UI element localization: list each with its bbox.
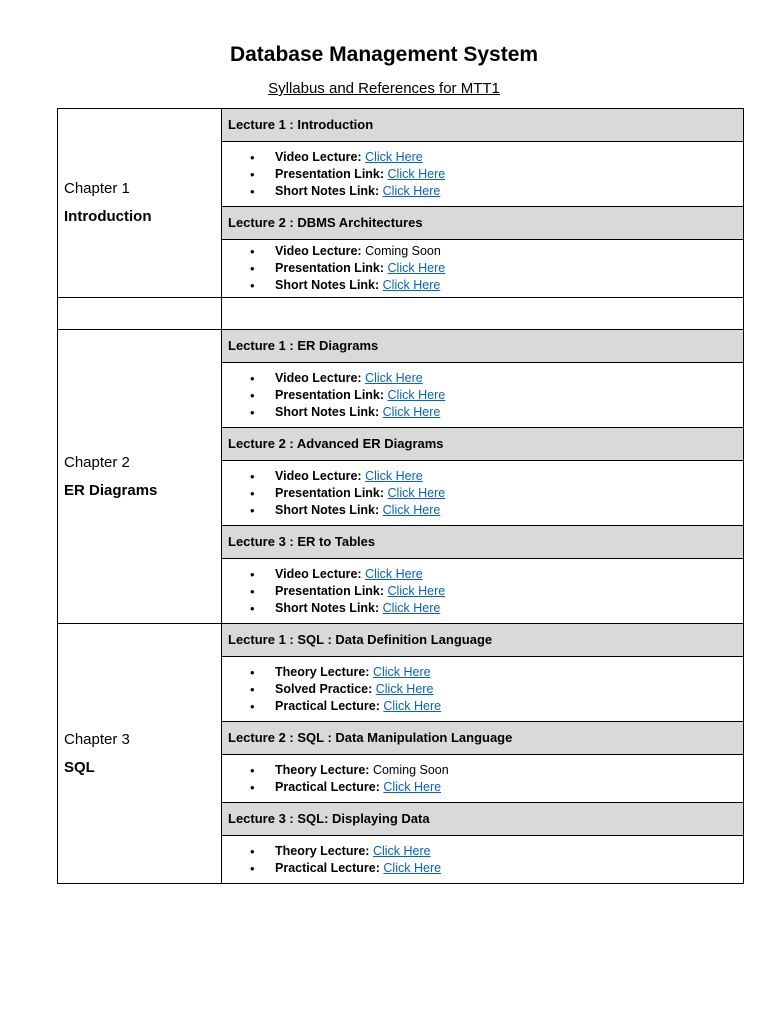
document-subtitle-text: Syllabus and References for MTT1 — [268, 80, 500, 97]
empty-cell — [58, 298, 222, 330]
table-row — [58, 330, 744, 363]
chapter-name: ER Diagrams — [64, 481, 158, 499]
lecture-title: Lecture 1 : SQL : Data Definition Language — [222, 624, 744, 657]
resource-label: Short Notes Link: — [275, 600, 380, 615]
resource-link[interactable]: Click Here — [383, 860, 442, 875]
resource-status: Coming Soon — [365, 244, 441, 258]
resource-label: Presentation Link: — [275, 583, 385, 598]
list-item — [275, 149, 743, 166]
resource-label: Video Lecture: — [275, 149, 362, 164]
resource-label: Presentation Link: — [275, 261, 385, 275]
resource-label: Solved Practice: — [275, 681, 373, 696]
resource-label: Presentation Link: — [275, 387, 385, 402]
list-item — [275, 260, 743, 277]
chapter-name: Introduction — [64, 208, 152, 225]
resource-label: Practical Lecture: — [275, 698, 380, 713]
chapter-cell — [58, 330, 222, 624]
resource-link[interactable]: Click Here — [387, 485, 446, 500]
resource-link[interactable]: Click Here — [382, 502, 441, 517]
document-subtitle — [0, 78, 768, 100]
list-item — [275, 183, 743, 200]
resource-status: Coming Soon — [372, 762, 449, 777]
list-item — [275, 243, 743, 260]
resource-link[interactable]: Click Here — [372, 843, 431, 858]
table-row-empty — [58, 298, 744, 330]
resource-label: Theory Lecture: — [275, 762, 370, 777]
list-item — [275, 698, 743, 715]
lecture-title: Lecture 2 : DBMS Architectures — [222, 207, 744, 240]
resource-list — [222, 566, 743, 617]
table-row — [58, 109, 744, 142]
resource-label: Short Notes Link: — [275, 183, 380, 198]
resource-link[interactable]: Click Here — [382, 600, 441, 615]
lecture-title: Lecture 1 : ER Diagrams — [222, 330, 744, 363]
resource-list — [222, 370, 743, 421]
resource-label: Practical Lecture: — [275, 860, 380, 875]
list-item — [275, 681, 743, 698]
lecture-resources — [222, 657, 744, 722]
resource-list — [222, 664, 743, 715]
resource-label: Video Lecture: — [275, 566, 362, 581]
resource-label: Video Lecture: — [275, 370, 362, 385]
lecture-resources — [222, 363, 744, 428]
lecture-resources — [222, 142, 744, 207]
chapter-number: Chapter 2 — [64, 453, 130, 471]
resource-label: Theory Lecture: — [275, 843, 370, 858]
list-item — [275, 468, 743, 485]
resource-label: Short Notes Link: — [275, 278, 380, 292]
list-item — [275, 370, 743, 387]
resource-list — [222, 762, 743, 796]
resource-link[interactable]: Click Here — [365, 566, 423, 581]
resource-link[interactable]: Click Here — [382, 404, 441, 419]
list-item — [275, 566, 743, 583]
chapter-number: Chapter 3 — [64, 730, 130, 748]
chapter-cell — [58, 109, 222, 298]
lecture-title: Lecture 3 : ER to Tables — [222, 526, 744, 559]
resource-label: Short Notes Link: — [275, 404, 380, 419]
resource-link[interactable]: Click Here — [372, 664, 431, 679]
chapter-name: SQL — [64, 758, 95, 776]
lecture-resources — [222, 836, 744, 884]
resource-label: Presentation Link: — [275, 485, 385, 500]
list-item — [275, 664, 743, 681]
list-item — [275, 600, 743, 617]
list-item — [275, 583, 743, 600]
resource-label: Video Lecture: — [275, 468, 362, 483]
list-item — [275, 485, 743, 502]
resource-label: Practical Lecture: — [275, 779, 380, 794]
resource-label: Short Notes Link: — [275, 502, 380, 517]
resource-link[interactable]: Click Here — [387, 166, 446, 181]
resource-list — [222, 843, 743, 877]
syllabus-table — [57, 108, 744, 884]
resource-link[interactable]: Click Here — [382, 183, 441, 198]
lecture-title: Lecture 2 : SQL : Data Manipulation Language — [222, 722, 744, 755]
list-item — [275, 166, 743, 183]
chapter-cell — [58, 624, 222, 884]
lecture-resources — [222, 240, 744, 298]
resource-label: Video Lecture: — [275, 244, 362, 258]
lecture-resources — [222, 461, 744, 526]
lecture-resources — [222, 755, 744, 803]
chapter-number: Chapter 1 — [64, 180, 130, 197]
list-item — [275, 762, 743, 779]
resource-list — [222, 243, 743, 294]
document-title: Database Management System — [229, 43, 539, 66]
list-item — [275, 387, 743, 404]
lecture-title: Lecture 2 : Advanced ER Diagrams — [222, 428, 744, 461]
list-item — [275, 502, 743, 519]
empty-cell — [222, 298, 744, 330]
table-row — [58, 624, 744, 657]
resource-list — [222, 149, 743, 200]
resource-link[interactable]: Click Here — [387, 387, 446, 402]
lecture-title: Lecture 1 : Introduction — [222, 109, 744, 142]
list-item — [275, 277, 743, 294]
list-item — [275, 843, 743, 860]
list-item — [275, 779, 743, 796]
lecture-title: Lecture 3 : SQL: Displaying Data — [222, 803, 744, 836]
resource-link[interactable]: Click Here — [365, 370, 423, 385]
resource-link[interactable]: Click Here — [383, 698, 442, 713]
resource-link[interactable]: Click Here — [383, 779, 442, 794]
resource-link[interactable]: Click Here — [375, 681, 434, 696]
resource-list — [222, 468, 743, 519]
resource-label: Presentation Link: — [275, 166, 385, 181]
list-item — [275, 860, 743, 877]
list-item — [275, 404, 743, 421]
lecture-resources — [222, 559, 744, 624]
resource-link[interactable]: Click Here — [387, 583, 446, 598]
resource-link[interactable]: Click Here — [382, 278, 441, 292]
resource-link[interactable]: Click Here — [365, 149, 423, 164]
resource-label: Theory Lecture: — [275, 664, 370, 679]
resource-link[interactable]: Click Here — [365, 468, 423, 483]
resource-link[interactable]: Click Here — [387, 261, 446, 275]
